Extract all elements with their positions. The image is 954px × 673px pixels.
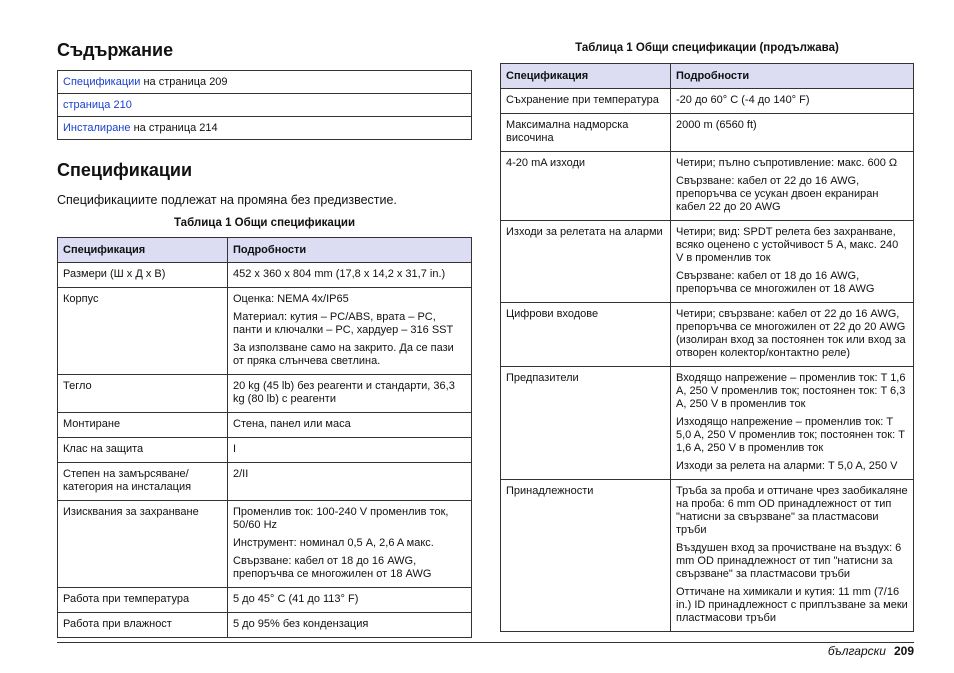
- spec-detail-text: Въздушен вход за прочистване на въздух: 6 mm OD принадлежност от тип "натисни за свързване" за пластмасови тръби: [676, 542, 902, 580]
- spec-table-body: [501, 89, 914, 632]
- spec-name-cell: Работа при влажност: [58, 613, 228, 638]
- spec-details-cell: [228, 613, 472, 638]
- table-row: [58, 413, 472, 438]
- table-row: [501, 89, 914, 114]
- spec-detail-text: I: [233, 443, 237, 455]
- spec-name-cell: Корпус: [58, 288, 228, 375]
- left-column: [57, 38, 472, 638]
- header-details: Подробности: [228, 238, 472, 263]
- spec-detail-text: Четири; вид: SPDT релета без захранване, всяко оценено с устойчивост 5 A, макс. 240 V в променлив ток: [676, 226, 899, 264]
- spec-name-cell: Цифрови входове: [501, 303, 671, 367]
- header-details: Подробности: [671, 64, 914, 89]
- spec-detail-text: -20 до 60° C (-4 до 140° F): [676, 94, 810, 106]
- spec-details-cell: [671, 114, 914, 152]
- table-row: [58, 501, 472, 588]
- header-spec: Спецификация: [58, 238, 228, 263]
- spec-name-cell: Изходи за релетата на аларми: [501, 221, 671, 303]
- spec-details-cell: [228, 588, 472, 613]
- header-spec: Спецификация: [501, 64, 671, 89]
- spec-details-cell: [228, 463, 472, 501]
- footer-language: български: [827, 644, 886, 658]
- table-row: [501, 221, 914, 303]
- spec-name-cell: Предпазители: [501, 367, 671, 480]
- spec-name-cell: Монтиране: [58, 413, 228, 438]
- spec-name-cell: Работа при температура: [58, 588, 228, 613]
- spec-details-cell: [228, 375, 472, 413]
- table-row: [501, 303, 914, 367]
- footer-divider: [57, 642, 914, 643]
- toc-link-page-210[interactable]: страница 210: [63, 99, 132, 111]
- spec-details-cell: [228, 413, 472, 438]
- spec-detail-text: Оценка: NEMA 4x/IP65: [233, 293, 349, 305]
- spec-detail-text: 20 kg (45 lb) без реагенти и стандарти, 36,3 kg (80 lb) с реагенти: [233, 380, 455, 405]
- spec-details-cell: [228, 438, 472, 463]
- table-row: [58, 375, 472, 413]
- spec-detail-text: 452 x 360 x 804 mm (17,8 x 14,2 x 31,7 in.): [233, 268, 446, 280]
- toc-link-installation[interactable]: Инсталиране: [63, 122, 131, 134]
- spec-detail-text: За използване само на закрито. Да се пази от пряка слънчева светлина.: [233, 342, 454, 367]
- spec-details-cell: [671, 89, 914, 114]
- table-row: [58, 263, 472, 288]
- spec-detail-text: Материал: кутия – PC/ABS, врата – PC, панти и ключалки – PC, хардуер – 316 SST: [233, 311, 454, 336]
- spec-detail-text: Четири; пълно съпротивление: макс. 600 Ω: [676, 157, 898, 169]
- spec-details-cell: [228, 288, 472, 375]
- contents-title: Съдържание: [57, 40, 174, 60]
- spec-name-cell: Максимална надморска височина: [501, 114, 671, 152]
- toc-row: [58, 94, 471, 117]
- spec-name-cell: Тегло: [58, 375, 228, 413]
- spec-detail-text: Променлив ток: 100-240 V променлив ток, 50/60 Hz: [233, 506, 449, 531]
- spec-detail-text: Изходи за релета на аларми: T 5,0 A, 250 V: [676, 460, 898, 472]
- spec-name-cell: 4-20 mA изходи: [501, 152, 671, 221]
- right-column: [500, 41, 914, 632]
- spec-name-cell: Размери (Ш x Д x В): [58, 263, 228, 288]
- page-number: 209: [893, 644, 914, 658]
- spec-detail-text: Свързване: кабел от 22 до 16 AWG, препоръчва се усукан двоен екраниран кабел 22 до 20 AWG: [676, 175, 879, 213]
- spec-detail-text: Оттичане на химикали и кутия: 11 mm (7/16 in.) ID принадлежност с приплъзване за меки пластмасови тръби: [676, 586, 908, 624]
- spec-name-cell: Съхранение при температура: [501, 89, 671, 114]
- spec-details-cell: [671, 367, 914, 480]
- toc-page-ref: на страница 214: [130, 122, 218, 134]
- table-header-row: [58, 238, 472, 263]
- spec-detail-text: 2/II: [233, 468, 249, 480]
- spec-details-cell: [671, 152, 914, 221]
- table-row: [501, 480, 914, 632]
- spec-detail-text: Свързване: кабел от 18 до 16 AWG, препоръчва се многожилен от 18 AWG: [233, 555, 432, 580]
- toc-link-specifications[interactable]: Спецификации: [63, 76, 141, 88]
- spec-table: [57, 237, 472, 638]
- spec-detail-text: Изходящо напрежение – променлив ток: T 5,0 A, 250 V променлив ток; постоянен ток: T 1,6 A, 250 V в променлив ток: [676, 416, 905, 454]
- table-header-row: [501, 64, 914, 89]
- specs-intro: Спецификациите подлежат на промяна без предизвестие.: [57, 193, 397, 207]
- contents-box: [57, 70, 472, 140]
- spec-details-cell: [671, 480, 914, 632]
- spec-detail-text: 5 до 45° C (41 до 113° F): [233, 593, 359, 605]
- spec-name-cell: Клас на защита: [58, 438, 228, 463]
- toc-row: [58, 117, 471, 139]
- toc-row: [58, 71, 471, 94]
- spec-details-cell: [671, 221, 914, 303]
- table-row: [58, 613, 472, 638]
- toc-page-ref: на страница 209: [140, 76, 228, 88]
- table-row: [501, 152, 914, 221]
- spec-detail-text: 2000 m (6560 ft): [676, 119, 757, 131]
- spec-detail-text: Входящо напрежение – променлив ток: T 1,6 A, 250 V променлив ток; постоянен ток: T 6,3 A, 250 V в променлив ток: [676, 372, 906, 410]
- spec-detail-text: 5 до 95% без кондензация: [233, 618, 369, 630]
- spec-details-cell: [228, 263, 472, 288]
- table-row: [58, 438, 472, 463]
- spec-details-cell: [671, 303, 914, 367]
- table-row: [58, 588, 472, 613]
- spec-details-cell: [228, 501, 472, 588]
- spec-name-cell: Принадлежности: [501, 480, 671, 632]
- spec-name-cell: Изисквания за захранване: [58, 501, 228, 588]
- page-footer: [828, 643, 914, 659]
- spec-name-cell: Степен на замърсяване/категория на инсталация: [58, 463, 228, 501]
- table-caption-continued: Таблица 1 Общи спецификации (продължава): [575, 42, 839, 54]
- specs-title: Спецификации: [57, 160, 193, 180]
- spec-detail-text: Инструмент: номинал 0,5 A, 2,6 A макс.: [233, 537, 434, 549]
- spec-table-continued: [500, 63, 914, 632]
- table-row: [58, 288, 472, 375]
- spec-detail-text: Стена, панел или маса: [233, 418, 351, 430]
- table-caption: Таблица 1 Общи спецификации: [173, 217, 356, 229]
- table-row: [501, 114, 914, 152]
- table-row: [58, 463, 472, 501]
- spec-detail-text: Свързване: кабел от 18 до 16 AWG, препоръчва се многожилен от 18 AWG: [676, 270, 875, 295]
- spec-detail-text: Четири; свързване: кабел от 22 до 16 AWG, препоръчва се многожилен от 22 до 20 AWG (изолиран вход за постоянен ток или вход за отворен колектор/контактно реле): [676, 308, 906, 359]
- spec-detail-text: Тръба за проба и оттичане чрез заобикаляне на проба: 6 mm OD принадлежност от тип "натисни за свързване" за пластмасови тръби: [676, 485, 908, 536]
- table-row: [501, 367, 914, 480]
- spec-table-body: [58, 263, 472, 638]
